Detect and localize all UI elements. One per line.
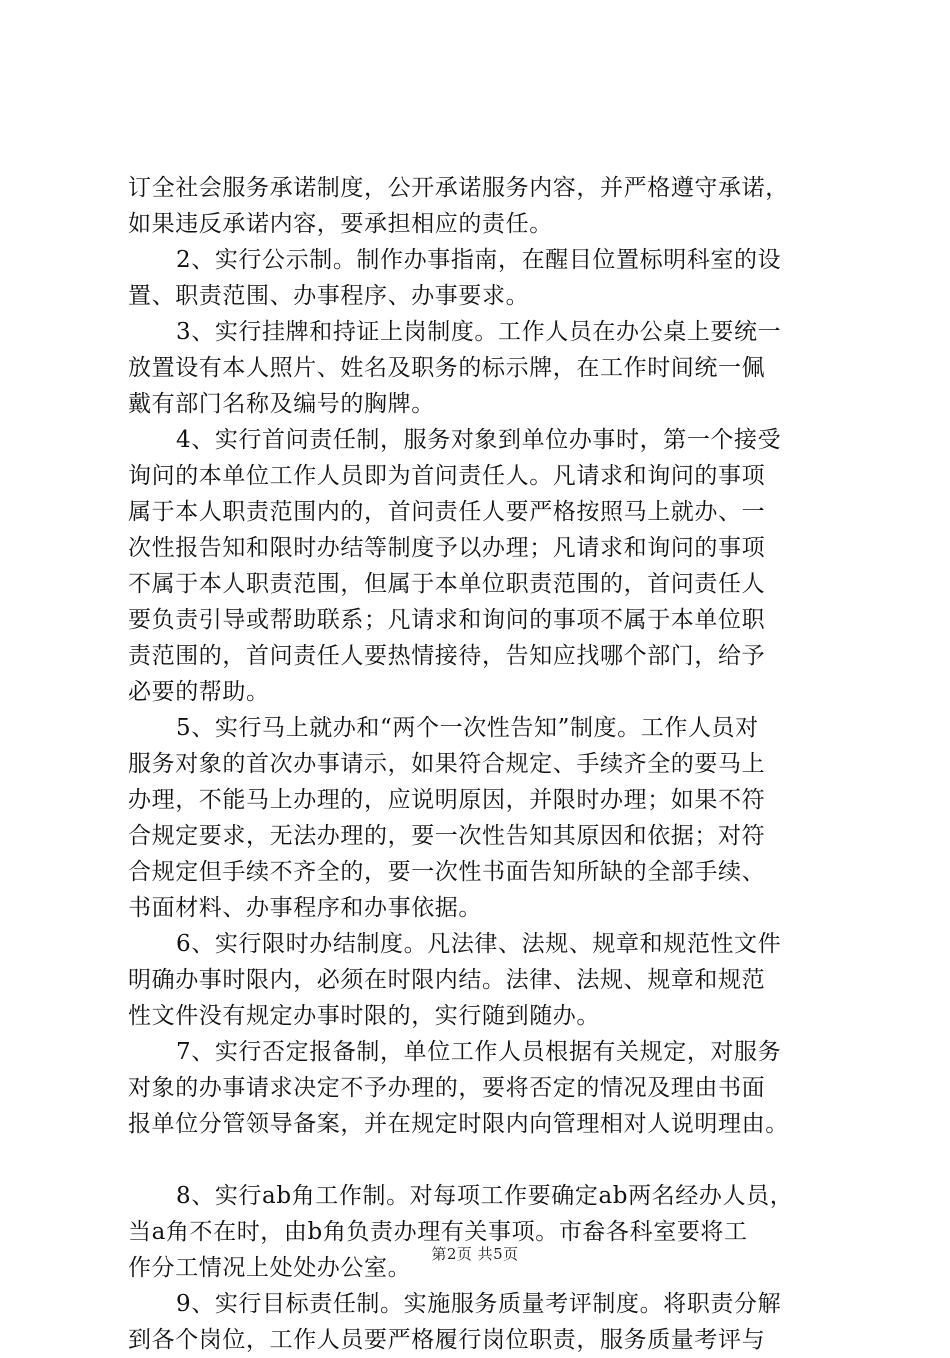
paragraph	[128, 242, 838, 314]
text-line: 服务对象的首次办事请示，如果符合规定、手续齐全的要马上	[128, 751, 766, 777]
paragraph	[128, 170, 838, 242]
text-line: 性文件没有规定办事时限的，实行随到随办。	[128, 1003, 600, 1029]
text-line: 必要的帮助。	[128, 679, 270, 705]
text-line: 明确办事时限内，必须在时限内结。法律、法规、规章和规范	[128, 967, 766, 993]
text-line: 询问的本单位工作人员即为首问责任人。凡请求和询问的事项	[128, 463, 766, 489]
text-line: 不属于本人职责范围，但属于本单位职责范围的，首问责任人	[128, 571, 766, 597]
text-line: 9、实行目标责任制。实施服务质量考评制度。将职责分解	[176, 1291, 782, 1317]
text-line: 如果违反承诺内容，要承担相应的责任。	[128, 211, 553, 237]
paragraph	[128, 926, 838, 1034]
text-line: 合规定但手续不齐全的，要一次性书面告知所缺的全部手续、	[128, 859, 766, 885]
text-line: 合规定要求，无法办理的，要一次性告知其原因和依据；对符	[128, 823, 766, 849]
text-line: 7、实行否定报备制，单位工作人员根据有关规定，对服务	[176, 1039, 782, 1065]
text-line: 4、实行首问责任制，服务对象到单位办事时，第一个接受	[176, 427, 782, 453]
paragraph	[128, 314, 838, 422]
paragraph	[128, 1286, 838, 1358]
text-line: 报单位分管领导备案，并在规定时限内向管理相对人说明理由。	[128, 1111, 789, 1137]
text-line: 到各个岗位，工作人员要严格履行岗位职责，服务质量考评与	[128, 1327, 766, 1353]
text-line: 6、实行限时办结制度。凡法律、法规、规章和规范性文件	[176, 931, 782, 957]
text-line: 戴有部门名称及编号的胸牌。	[128, 391, 435, 417]
document-body	[128, 170, 838, 1358]
page-footer: 第2页 共5页	[431, 1245, 519, 1263]
paragraph	[128, 710, 838, 926]
text-line: 办理，不能马上办理的，应说明原因，并限时办理；如果不符	[128, 787, 766, 813]
text-line: 放置设有本人照片、姓名及职务的标示牌，在工作时间统一佩	[128, 355, 766, 381]
text-line: 当a角不在时，由b角负责办理有关事项。市畚各科室要将工	[128, 1219, 748, 1245]
text-line: 属于本人职责范围内的，首问责任人要严格按照马上就办、一	[128, 499, 766, 525]
text-line: 书面材料、办事程序和办事依据。	[128, 895, 482, 921]
text-line: 2、实行公示制。制作办事指南，在醒目位置标明科室的设	[176, 247, 782, 273]
paragraph	[128, 1034, 838, 1142]
text-line: 次性报告知和限时办结等制度予以办理；凡请求和询问的事项	[128, 535, 766, 561]
paragraph	[128, 422, 838, 710]
text-line: 5、实行马上就办和“两个一次性告知”制度。工作人员对	[176, 715, 759, 741]
text-line: 8、实行ab角工作制。对每项工作要确定ab两名经办人员，	[176, 1183, 794, 1209]
text-line: 订全社会服务承诺制度，公开承诺服务内容，并严格遵守承诺，	[128, 175, 789, 201]
text-line: 要负责引导或帮助联系；凡请求和询问的事项不属于本单位职	[128, 607, 766, 633]
text-line: 作分工情况上处处办公室。	[128, 1255, 412, 1281]
text-line: 3、实行挂牌和持证上岗制度。工作人员在办公桌上要统一	[176, 319, 782, 345]
paragraph-spacer	[128, 1142, 838, 1178]
text-line: 置、职责范围、办事程序、办事要求。	[128, 283, 530, 309]
text-line: 责范围的，首问责任人要热情接待，告知应找哪个部门，给予	[128, 643, 766, 669]
text-line: 对象的办事请求决定不予办理的，要将否定的情况及理由书面	[128, 1075, 766, 1101]
paragraph	[128, 1178, 838, 1286]
